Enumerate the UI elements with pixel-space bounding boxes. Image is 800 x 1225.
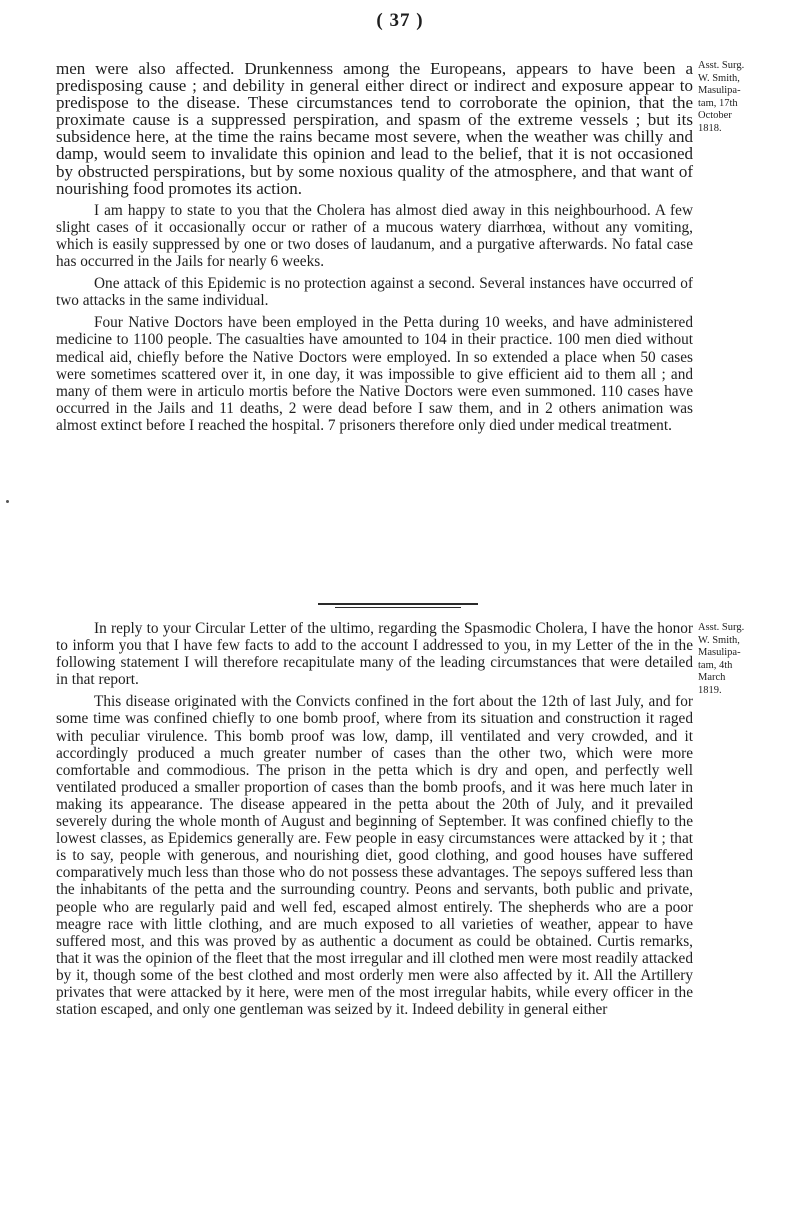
margin-note-line: 1818. <box>698 122 722 134</box>
section-divider-thin <box>335 607 461 608</box>
ink-speck <box>6 500 9 503</box>
letter-one-paragraph: I am happy to state to you that the Cholera has almost died away in this neighbourhood. A few slight cases of it occasionally occur or rather of a mucous watery diarrhœa, without any vomiting, which is easily suppressed by one or two doses of laudanum, and a purgative afterwards. No fatal case has occurred in the Jails for nearly 6 weeks. <box>56 201 693 271</box>
margin-note-line: Masulipa- <box>698 85 741 97</box>
margin-note-line: Asst. Surg. <box>698 60 745 71</box>
letter-one-margin-note <box>698 60 798 136</box>
margin-note-line: W. Smith, <box>698 634 740 646</box>
margin-note-line: W. Smith, <box>698 72 740 84</box>
margin-note-line: tam, 17th <box>698 97 738 109</box>
margin-note-line: October <box>698 110 732 122</box>
section-divider <box>318 603 478 605</box>
margin-note-line: tam, 4th <box>698 659 733 671</box>
margin-note-line: 1819. <box>698 684 722 696</box>
letter-two-body <box>56 620 693 1018</box>
letter-one-paragraph: Four Native Doctors have been employed in the Petta during 10 weeks, and have administered medicine to 1100 people. The casualties have amounted to 104 in their practice. 100 men died without medical aid, chiefly before the Native Doctors were employed. In so extended a place when 50 cases were sometimes scattered over it, in one day, it was impossible to give efficient aid to them all ; and many of them were in articulo mortis before the Native Doctors were even summoned. 110 cases have occurred in the Jails and 11 deaths, 2 were dead before I saw them, and in 2 others animation was almost extinct before I reached the hospital. 7 prisoners therefore only died under medical treatment. <box>56 314 693 434</box>
margin-note-line: Masulipa- <box>698 647 741 659</box>
letter-one-paragraph: One attack of this Epidemic is no protection against a second. Several instances have occurred of two attacks in the same individual. <box>56 275 693 310</box>
letter-one-body <box>56 60 693 434</box>
letter-one-paragraph: men were also affected. Drunkenness among the Europeans, appears to have been a predisposing cause ; and debility in general either direct or indirect and exposure appear to predispose to the disease. These circumstances tend to corroborate the opinion, that the proximate cause is a suppressed perspiration, and spasm of the extreme vessels ; but its subsidence here, at the time the rains became most severe, when the weather was chilly and damp, would seem to invalidate this opinion and lead to the belief, that it is not occasioned by obstructed perspirations, but by some noxious quality of the atmosphere, and that want of nourishing food promotes its action. <box>56 59 693 198</box>
letter-two-paragraph: In reply to your Circular Letter of the ultimo, regarding the Spasmodic Cholera, I have the honor to inform you that I have few facts to add to the account I addressed to you, in my Letter of the in the following statement I will therefore recapitulate many of the leading circumstances that were detailed in that report. <box>56 620 693 689</box>
margin-note-line: March <box>698 672 726 684</box>
margin-note-line: Asst. Surg. <box>698 622 745 633</box>
letter-two-paragraph: This disease originated with the Convicts confined in the fort about the 12th of last July, and for some time was confined chiefly to one bomb proof, where from its situation and construction it raged with peculiar virulence. This bomb proof was low, damp, ill ventilated and very crowded, and it accordingly produced a much greater number of cases than the other two, which were more comfortable and commodious. The prison in the petta which is dry and open, and perfectly well ventilated produced a smaller proportion of cases than the bomb proofs, and it was here much later in making its appearance. The disease appeared in the petta about the 20th of July, and it prevailed severely during the whole month of August and beginning of September. It was confined chiefly to the lowest classes, as Epidemics generally are. Few people in easy circumstances were attacked by it ; that is to say, people with generous, and nourishing diet, good clothing, and good houses have suffered comparatively much less than those who do not possess these advantages. The sepoys suffered less than the inhabitants of the petta and the surrounding country. Peons and servants, both public and private, people who are regularly paid and well fed, escaped almost entirely. The shepherds who are a poor meagre race with little clothing, and are much exposed to all varieties of weather, appear to have suffered most, and this was proved by as authentic a document as could be obtained. Curtis remarks, that it was the opinion of the fleet that the most irregular and ill clothed men were most readily attacked by it, though some of the best clothed and most orderly men were also affected by it. All the Artillery privates that were attacked by it here, were men of the most irregular habits, while every officer in the station escaped, and only one gentleman was seized by it. Indeed debility in general either <box>56 693 693 1019</box>
page-number: ( 37 ) <box>376 10 424 31</box>
letter-two-margin-note <box>698 622 798 698</box>
